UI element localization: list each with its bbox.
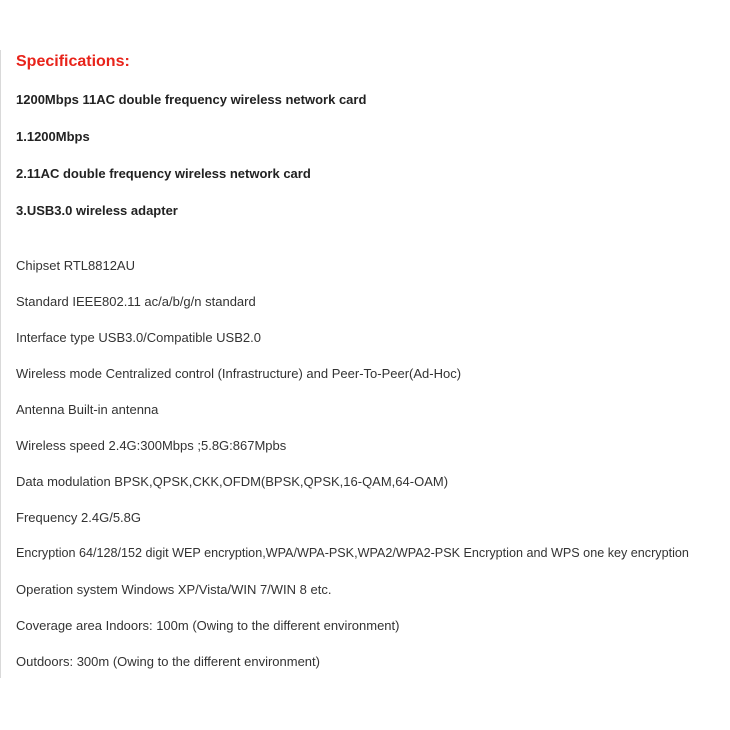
spec-coverage-indoors: Coverage area Indoors: 100m (Owing to the different environment): [16, 618, 400, 633]
spec-coverage-outdoors: Outdoors: 300m (Owing to the different environment): [16, 654, 320, 669]
feature-line-2: 2.11AC double frequency wireless network card: [16, 166, 311, 181]
spec-operation-system: Operation system Windows XP/Vista/WIN 7/WIN 8 etc.: [16, 582, 332, 597]
spec-data-modulation: Data modulation BPSK,QPSK,CKK,OFDM(BPSK,QPSK,16-QAM,64-OAM): [16, 474, 449, 489]
product-title: 1200Mbps 11AC double frequency wireless network card: [16, 92, 367, 107]
specifications-heading: Specifications:: [16, 53, 130, 70]
feature-line-1: 1.1200Mbps: [16, 129, 90, 144]
spec-encryption: Encryption 64/128/152 digit WEP encryption,WPA/WPA-PSK,WPA2/WPA2-PSK Encryption and WPS one key encryption: [16, 546, 689, 560]
left-border-rule: [0, 50, 1, 678]
spec-chipset: Chipset RTL8812AU: [16, 258, 135, 273]
feature-line-3: 3.USB3.0 wireless adapter: [16, 203, 178, 218]
spec-wireless-speed: Wireless speed 2.4G:300Mbps ;5.8G:867Mpbs: [16, 438, 287, 453]
spec-interface-type: Interface type USB3.0/Compatible USB2.0: [16, 330, 261, 345]
spec-antenna: Antenna Built-in antenna: [16, 402, 159, 417]
spec-standard: Standard IEEE802.11 ac/a/b/g/n standard: [16, 294, 256, 309]
spec-wireless-mode: Wireless mode Centralized control (Infrastructure) and Peer-To-Peer(Ad-Hoc): [16, 366, 462, 381]
spec-frequency: Frequency 2.4G/5.8G: [16, 510, 142, 525]
